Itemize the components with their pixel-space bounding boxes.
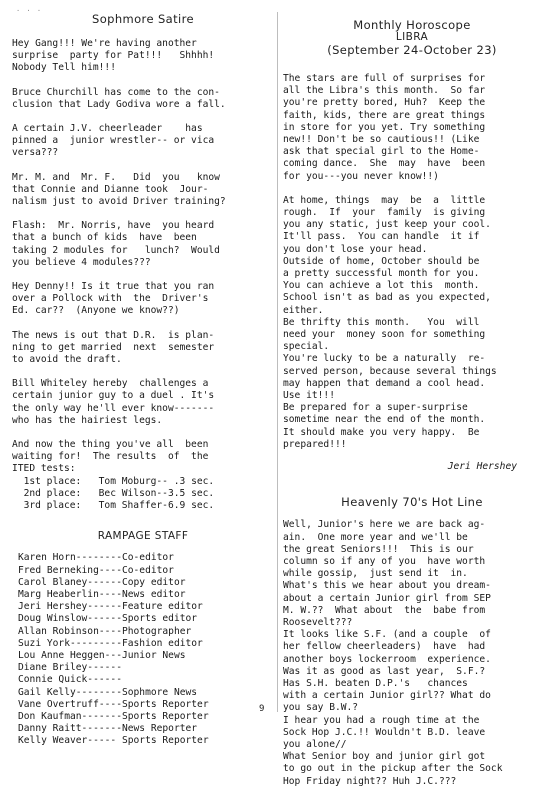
staff-row: Doug Winslow------Sports editor (18, 613, 198, 625)
satire-paragraph-5: Flash: Mr. Norris, have you heard that a bunch of kids have been taking 2 modules for lunch? Would you believe 4 modules??? (12, 220, 220, 268)
staff-row: Don Kaufman-------Sports Reporter (18, 710, 209, 722)
staff-list (18, 552, 274, 747)
horoscope-sign: LIBRA (395, 31, 429, 43)
staff-row: Karen Horn--------Co-editor (18, 552, 174, 564)
satire-paragraph-2: Bruce Churchill has come to the con- clusion that Lady Godiva wore a fall. (12, 86, 226, 110)
staff-row: Connie Quick------ (18, 674, 122, 686)
staff-row: Jeri Hershey------Feature editor (18, 601, 203, 613)
page-number: 9 (259, 704, 265, 714)
horoscope-dates: (September 24-October 23) (327, 43, 497, 57)
staff-row: Danny Raitt-------News Reporter (18, 723, 198, 735)
staff-row: Diane Briley------ (18, 662, 122, 674)
horoscope-signature: Jeri Hershey (447, 461, 517, 473)
staff-row: Carol Blaney------Copy editor (18, 576, 186, 588)
satire-paragraph-6: Hey Denny!! Is it true that you ran over a Pollock with the Driver's Ed. car?? (Anyone we know??) (12, 281, 215, 317)
horoscope-paragraph-2: At home, things may be a little rough. If your family is giving you any static, just keep your cool. It'll pass. You can handle it if you don't lose your head. Outside of home, October should be a pretty successful month for you. You can achieve a lot this month. School isn't as bad as you expected, either. Be thrifty this month. You will need your money soon for something special. You're lucky to be a naturally re- served person, because several things may happen that demand a cool head. Use it!!! Be prepared for a super-surprise sometime near the end of the month. It should make you very happy. Be prepared!!! (283, 194, 497, 450)
right-column (283, 0, 541, 788)
sophomore-satire-title: Sophmore Satire (92, 12, 194, 26)
satire-paragraph-7: The news is out that D.R. is plan- ning to get married next semester to avoid the draft. (12, 329, 215, 366)
horoscope-title: Monthly Horoscope (353, 18, 471, 32)
hot-line-text: Well, Junior's here we are back ag- ain. One more year and we'll be the great Seniors!!! This is our column so if any of you have worth while gossip, just send it in. What's this we hear about you dream- about a certain Junior girl from SEP M. W.?? What about the babe from Roosevelt??? It looks like S.F. (and a couple of her fellow cheerleaders) have had another boys lockerroom experience. Was it as good as last year, S.F.? Has S.H. beaten D.P.'s chances with a certain Junior girl?? What do you say B.W.? I hear you had a rough time at the Sock Hop J.C.!! Wouldn't B.D. leave you alone// What Senior boy and junior girl got to go out in the pickup after the Sock Hop Friday night?? Huh J.C.??? (283, 519, 503, 787)
ited-results: And now the thing you've all been waiting for! The results of the ITED tests: 1st place: Tom Moburg-- .3 sec. 2nd place: Bec Wilson--3.5 sec. 3rd place: Tom Shaffer-6.9 sec. (12, 439, 215, 512)
left-column (12, 0, 274, 748)
column-divider (277, 12, 278, 712)
hot-line-title: Heavenly 70's Hot Line (341, 495, 483, 510)
staff-row: Kelly Weaver----- Sports Reporter (18, 735, 209, 747)
staff-row: Gail Kelly--------Sophmore News (18, 686, 198, 698)
satire-paragraph-8: Bill Whiteley hereby challenges a certain junior guy to a duel . It's the only way he'll ever know------- who has the hairiest legs. (12, 378, 215, 426)
staff-row: Fred Berneking----Co-editor (18, 564, 174, 576)
satire-paragraph-1: Hey Gang!!! We're having another surprise party for Pat!!! Shhhh! Nobody Tell him!!! (12, 38, 215, 74)
staff-row: Lou Anne Heggen---Junior News (18, 649, 186, 661)
corner-marks: · · · (16, 7, 43, 15)
satire-paragraph-4: Mr. M. and Mr. F. Did you know that Connie and Dianne took Jour- nalism just to avoid Driver training? (12, 171, 226, 208)
horoscope-paragraph-1: The stars are full of surprises for all the Libra's this month. So far you're pretty bored, Huh? Keep the faith, kids, there are great things in store for you yet. Try something new!! Don't be so cautious!! (Like ask that special girl to the Home- coming dance. She may have been for you---you never know!!) (283, 73, 486, 182)
staff-row: Suzi York---------Fashion editor (18, 637, 203, 649)
staff-row: Vane Overtruff----Sports Reporter (18, 698, 209, 710)
staff-row: Marg Heaberlin----News editor (18, 588, 186, 600)
staff-row: Allan Robinson----Photographer (18, 625, 192, 637)
satire-paragraph-3: A certain J.V. cheerleader has pinned a junior wrestler-- or vica versa??? (12, 123, 215, 159)
rampage-staff-title: RAMPAGE STAFF (97, 530, 189, 543)
